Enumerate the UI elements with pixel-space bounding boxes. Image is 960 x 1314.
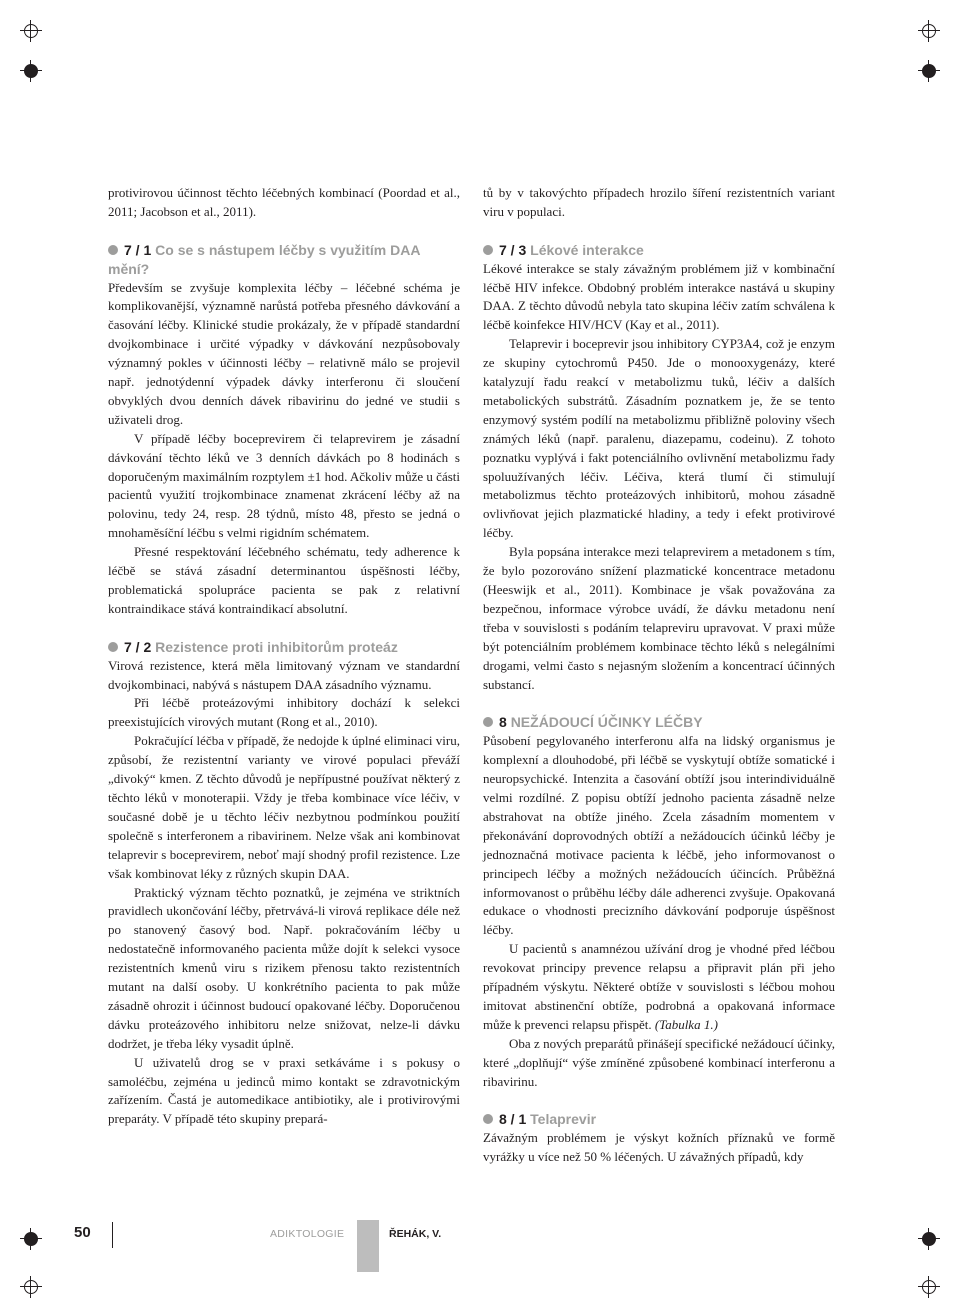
- paragraph: U uživatelů drog se v praxi setkáváme i s pokusy o samoléčbu, zejména u jedinců mimo kontakt se zdravotnickým zařízením. Častá je automedikace antibiotiky, ale i protivirovými preparáty. V případě této skupiny prepará-: [108, 1054, 460, 1127]
- paragraph: V případě léčby boceprevirem či telaprevirem je zásadní dávkování těchto léků ve 3 denních dávkách po 8 hodinách s doporučeným maximálním rozptylem ±1 hod. Ačkoliv může u části pacientů využití trojkombinace znamenat zkrácení léčby až na polovinu, tedy 24, resp. 28 týdnů, místo 48, přesto se jedná o mnohaměsíční léčbu s velmi rigidním schématem.: [108, 430, 460, 541]
- paragraph: Přesné respektování léčebného schématu, tedy adherence k léčbě se stává zásadní determinantou úspěšnosti léčby, problematická spolupráce pacienta se pak z relativní kontraindikace stává kontraindikací absolutní.: [108, 544, 460, 616]
- bullet-icon: [483, 1114, 493, 1124]
- section-heading-7-3: 7 / 3 Lékové interakce: [483, 241, 835, 260]
- bullet-icon: [483, 245, 493, 255]
- paragraph: Při léčbě proteázovými inhibitory dochází k selekci preexistujících virových mutant (Rong et al., 2010).: [108, 695, 460, 730]
- paragraph: tů by v takovýchto případech hrozilo šíření rezistentních variant viru v populaci.: [483, 185, 835, 219]
- footer-gray-bar: [357, 1220, 379, 1272]
- paragraph: Virová rezistence, která měla limitovaný význam ve standardní dvojkombinaci, nabývá s nástupem DAA zásadního významu.: [108, 657, 460, 692]
- registration-mark-bottom-right: [918, 1276, 940, 1298]
- registration-mark-right-top: [918, 60, 940, 82]
- section-heading-7-1: 7 / 1 Co se s nástupem léčby s využitím DAA mění?: [108, 241, 420, 277]
- registration-mark-bottom-left: [20, 1276, 42, 1298]
- footer-divider: [112, 1222, 113, 1248]
- bullet-icon: [483, 717, 493, 727]
- bullet-icon: [108, 245, 118, 255]
- table-reference: (Tabulka 1.): [654, 1016, 718, 1032]
- section-heading-8: 8 NEŽÁDOUCÍ ÚČINKY LÉČBY: [483, 713, 835, 732]
- bullet-icon: [108, 642, 118, 652]
- paragraph: Telaprevir i boceprevir jsou inhibitory CYP3A4, což je enzym ze skupiny cytochromů P450. Jde o monooxygenázy, které katalyzují řadu reakcí v metabolizmu tuků, léčiv a dalších metabolických substrátů. Zásadním poznatkem je, že se tento enzymový systém podílí na metabolizmu přibližně poloviny všech známých léků (např. paralenu, diazepamu, codeinu). Z tohoto poznatku vyplývá i fakt potenciálního ovlivnění metabolizmu řady spoluužívaných léčiv. Léčiva, která tlumí či stimulují metabolizmus těchto proteázových inhibitorů, mohou zásadně ovlivňovat jejich plazmatické hladiny, a tedy i efekt protivirové léčby.: [483, 336, 835, 541]
- left-column: [108, 184, 460, 1129]
- registration-mark-top-right: [918, 20, 940, 42]
- paragraph: Působení pegylovaného interferonu alfa na lidský organismus je komplexní a dlouhodobé, při léčbě se vyskytují obtíže somatické i neuropsychické. Intenzita a časování obtíží jsou interindividuálně velmi rozdílné. Z popisu obtíží jednoho pacienta zásadně nelze abstrahovat na obtíže jiného. Zcela zásadním momentem v překonávání doprovodných obtíží a nežádoucích účinků léčby je jednoznačná motivace pacienta k léčbě, jeho informovanost o principech léčby a možných nežádoucích účincích. Průběžná informovanost o průběhu léčby dále adherenci zvyšuje. Opakovaná edukace o vhodnosti precizního dávkování podporuje úspěšnost léčby.: [483, 733, 835, 938]
- author-name: ŘEHÁK, V.: [389, 1228, 442, 1240]
- paragraph: protivirovou účinnost těchto léčebných kombinací (Poordad et al., 2011; Jacobson et al., 2011).: [108, 185, 460, 219]
- journal-name: ADIKTOLOGIE: [270, 1228, 345, 1240]
- paragraph: Závažným problémem je výskyt kožních příznaků ve formě vyrážky u více než 50 % léčených. U závažných případů, kdy: [483, 1130, 835, 1165]
- page-number: 50: [74, 1224, 91, 1241]
- page-footer: [0, 1222, 960, 1262]
- paragraph: Oba z nových preparátů přinášejí specifické nežádoucí účinky, které „doplňují“ výše zmíněné způsobené kombinací interferonu a ribavirinu.: [483, 1035, 835, 1089]
- section-heading-8-1: 8 / 1 Telaprevir: [483, 1110, 835, 1129]
- section-heading-7-2: 7 / 2 Rezistence proti inhibitorům proteáz: [108, 638, 460, 657]
- paragraph: U pacientů s anamnézou užívání drog je vhodné před léčbou revokovat principy prevence relapsu a připravit plán při jeho případném výskytu. Některé obtíže v souvislosti s léčbou mohou imitovat abstinenční obtíže, podrobná a opakovaná informace může k prevenci relapsu přispět. (Tabulka 1.): [483, 941, 835, 1032]
- registration-mark-top-left: [20, 20, 42, 42]
- paragraph: Praktický význam těchto poznatků, je zejména ve striktních pravidlech ukončování léčby, přetrvává-li virová replikace déle než po stanovený časový bod. Např. pokračováním léčby u nedostatečně informovaného pacienta může dojít k selekci vysoce rezistentních kmenů viru s rizikem přenosu takto rezistentních mutant na další osoby. U konkrétního pacienta to pak může zásadně ohrozit i účinnost budoucí opakované léčby. Doporučenou dávku proteázového inhibitoru nelze snižovat, nelze-li dávku dodržet, je třeba léky vysadit úplně.: [108, 884, 460, 1051]
- right-column: [483, 184, 835, 1167]
- paragraph: Pokračující léčba v případě, že nedojde k úplné eliminaci viru, způsobí, že rezistentní varianty ve virové populaci převáží „divoký“ kmen. Z těchto důvodů je nepřípustné používat některý z těchto léků v monoterapii. Vždy je třeba kombinace více léčiv, v současné době je u těchto léčiv nezbytnou podmínkou použití společně s interferonem a ribavirinem. Nelze však ani kombinovat telaprevir s boceprevirem, neboť mají shodný profil rezistence. Lze však kombinovat léky z různých skupin DAA.: [108, 733, 460, 881]
- paragraph: Byla popsána interakce mezi telaprevirem a metadonem s tím, že bylo pozorováno snížení plazmatické koncentrace metadonu (Heeswijk et al., 2011). Kombinace je však považována za bezpečnou, informace výrobce uvádí, že dávku metadonu není třeba v souvislosti s podáním telapreviru upravovat. V praxi může být potenciálním problémem kombinace těchto léků s nelegálními drogami, velmi často s nejasným složením a koncentrací účinných substancí.: [483, 544, 835, 692]
- registration-mark-left-top: [20, 60, 42, 82]
- paragraph: Především se zvyšuje komplexita léčby – léčebné schéma je komplikovanější, významně narůstá potřeba přesného dávkování a časování léčby. Klinické studie prokázaly, že v případě standardní dvojkombinace i určité výpadky v dávkování nezpůsobovaly významný pokles v účinnosti léčby – relativně málo se projevil např. jednotýdenní výpadek dávky interferonu či sloučení obvyklých dvou denních dávek ribavirinu do jedné ve studii s uživateli drog.: [108, 279, 460, 427]
- paragraph: Lékové interakce se staly závažným problémem již v kombinační léčbě HIV infekce. Obdobný problém interakce nastává u skupiny DAA. Z těchto důvodů nebyla tato skupina léčiv zatím schválena k léčbě koinfekce HIV/HCV (Kay et al., 2011).: [483, 260, 835, 333]
